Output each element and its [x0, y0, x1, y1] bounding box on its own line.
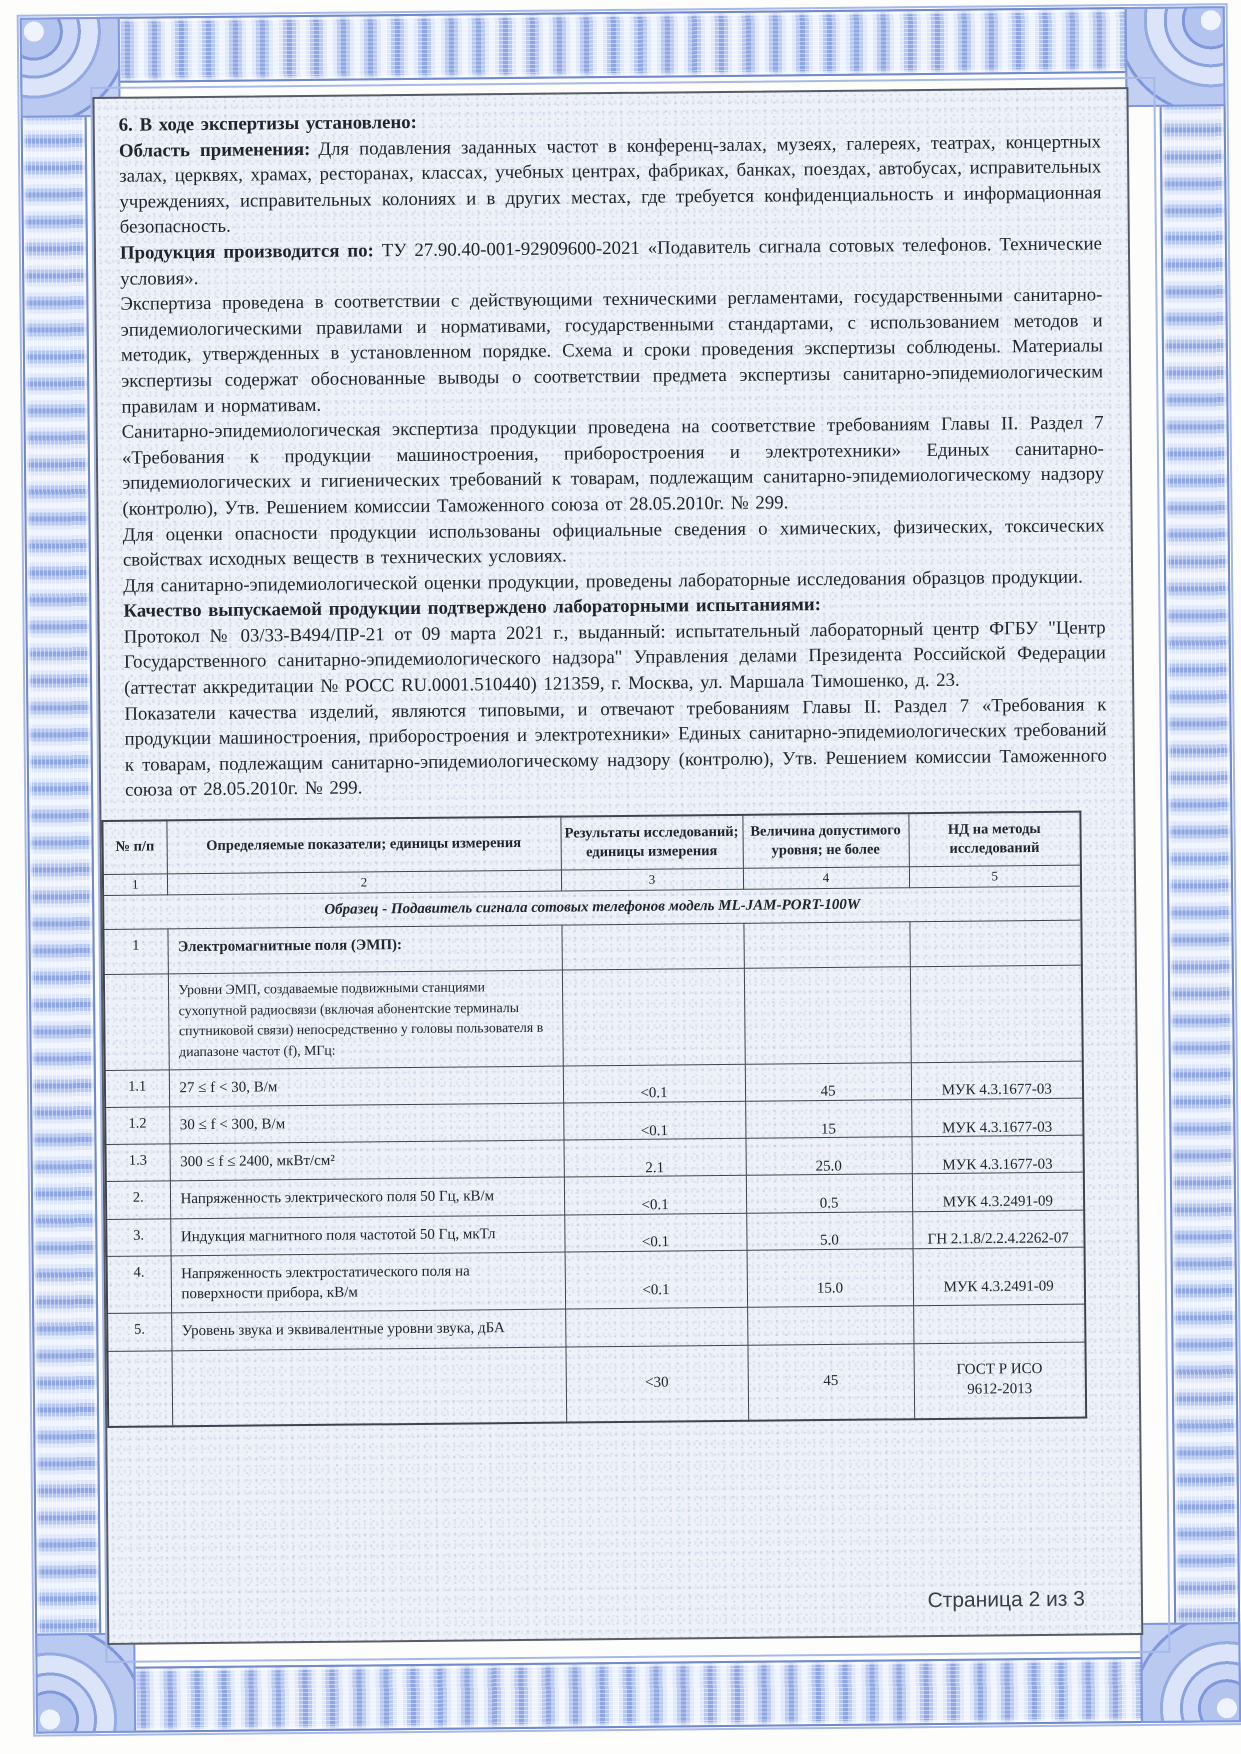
row-indicator: Уровень звука и эквивалентные уровни звука, дБА: [171, 1310, 565, 1351]
row-method: МУК 4.3.1677-03: [911, 1061, 1083, 1100]
guilloche-band-bottom: [36, 1656, 1241, 1734]
paragraph-lead: Область применения:: [118, 138, 311, 162]
col-header-limit: Величина допустимого уровня; не более: [742, 813, 909, 868]
col-header-method: НД на методы исследований: [908, 812, 1081, 867]
row-method: ГН 2.1.8/2.2.4.2262-07: [912, 1210, 1084, 1249]
col-number: 3: [561, 868, 743, 891]
row-limit: [747, 1306, 913, 1345]
sample-caption: Образец - Подавитель сигнала сотовых телефонов модель ML-JAM-PORT-100W: [103, 886, 1081, 929]
row-limit: 0.5: [746, 1174, 912, 1213]
paragraph-expertise-procedure: [120, 282, 1103, 419]
row-number: 1.2: [105, 1107, 169, 1145]
row-number: 5.: [107, 1313, 171, 1351]
col-header-result: Результаты исследований; единицы измерения: [560, 815, 743, 870]
col-header-indicator: Определяемые показатели; единицы измерения: [166, 817, 560, 874]
paragraph-text: ТУ 27.90.40-001-92909600-2021 «Подавитель сигнала сотовых телефонов. Технические условия».: [120, 233, 1103, 290]
section-heading: 6. В ходе экспертизы установлено:: [118, 111, 417, 136]
col-header-num: № п/п: [102, 820, 167, 874]
lab-results-table: [101, 811, 1087, 1428]
row-result: [565, 1308, 747, 1347]
paragraph-lead: Продукция производится по:: [119, 240, 374, 264]
paragraph-protocol: [124, 615, 1107, 701]
row-result: 2.1: [563, 1139, 745, 1178]
row-method: [913, 1305, 1085, 1344]
row-limit: [743, 921, 909, 968]
row-indicator: Напряженность электростатического поля на поверхности прибора, кВ/м: [171, 1252, 566, 1313]
row-method: [910, 965, 1083, 1062]
table-row: [107, 1247, 1086, 1314]
col-number: 4: [743, 866, 909, 889]
row-indicator: 300 ≤ f ≤ 2400, мкВт/см²: [170, 1140, 564, 1181]
row-indicator: 27 ≤ f < 30, В/м: [169, 1066, 563, 1107]
col-number: 2: [167, 870, 561, 895]
guilloche-band-top: [20, 6, 1226, 84]
row-indicator: Электромагнитные поля (ЭМП):: [167, 925, 561, 974]
row-limit: 25.0: [745, 1137, 911, 1176]
paragraph-text: Для подавления заданных частот в конференц-залах, музеях, галереях, театрах, концертных залах, церквях, храмах, ресторанах, классах, учебных центрах, фабриках, банках, поездах, автобусах, исправительных учреждениях, исправительных колониях и в других местах, где требуется конфиденциальность и информационная безопасность.: [119, 130, 1102, 239]
row-number: 1.1: [105, 1070, 169, 1108]
paragraph-lead: Качество выпускаемой продукции подтверждено лабораторными испытаниями:: [123, 594, 822, 623]
row-number: [107, 1351, 172, 1427]
row-result: [561, 923, 743, 970]
row-result: [562, 968, 745, 1065]
row-method: МУК 4.3.2491-09: [913, 1247, 1086, 1306]
col-number: 1: [103, 874, 167, 896]
paragraph-text: Показатели качества изделий, являются типовыми, и отвечают требованиям Главы II. Раздел 7 «Требования к продукции машиностроения, приборостроения и электротехники» Единых санитарно-эпидемиологических требований к товарам, подлежащим санитарно-эпидемиологическому надзору (контролю), Утв. Решением комиссии Таможенного союза от 28.05.2010г. № 299.: [124, 693, 1107, 802]
paragraph-expertise-compliance: [122, 410, 1105, 522]
paragraph-text: Санитарно-эпидемиологическая экспертиза продукции проведена на соответствие требованиям Главы II. Раздел 7 «Требования к продукции машиностроения, приборостроения и электротехники» Единых санитарно-эпидемиологических и гигиенических требований к товарам, подлежащим санитарно-эпидемиологическому надзору (контролю), Утв. Решением комиссии Таможенного союза от 28.05.2010г. № 299.: [121, 412, 1105, 520]
row-result: <0.1: [563, 1064, 745, 1103]
row-method: МУК 4.3.1677-03: [911, 1098, 1083, 1137]
row-limit: 45: [747, 1343, 914, 1420]
row-number: 3.: [106, 1219, 170, 1257]
row-indicator: [171, 1347, 566, 1426]
document-body: [92, 87, 1143, 1645]
col-number: 5: [909, 865, 1081, 888]
row-method: [909, 920, 1081, 967]
row-result: <0.1: [564, 1176, 746, 1215]
table-row: [104, 965, 1083, 1070]
row-limit: 5.0: [746, 1211, 912, 1250]
row-result: <0.1: [565, 1250, 748, 1309]
row-method: МУК 4.3.2491-09: [912, 1173, 1084, 1212]
paragraph-quality-indicators: [124, 692, 1107, 804]
row-number: 4.: [107, 1256, 172, 1314]
row-result: <0.1: [564, 1213, 746, 1252]
paragraph-text: Экспертиза проведена в соответствии с действующими техническими регламентами, государственными санитарно-эпидемиологическими правилами и нормативами, государственными стандартами, с использованием методов и методик, утвержденных в установленном порядке. Схема и сроки проведения экспертизы соблюдены. Материалы экспертизы содержат обоснованные выводы о соответствии предмета экспертизы санитарно-эпидемиологическим правилам и нормативам.: [120, 284, 1104, 418]
row-method: МУК 4.3.1677-03: [911, 1135, 1083, 1174]
row-indicator: Напряженность электрического поля 50 Гц, кВ/м: [170, 1178, 564, 1219]
row-indicator: 30 ≤ f < 300, В/м: [169, 1103, 563, 1144]
row-indicator: Уровни ЭМП, создаваемые подвижными станциями сухопутной радиосвязи (включая абонентские терминалы спутниковой связи) непосредственно у головы пользователя в диапазоне частот (f), МГц:: [168, 970, 563, 1070]
paragraph-application-scope: [119, 129, 1102, 241]
row-number: 2.: [106, 1181, 170, 1219]
table-header-row: [102, 812, 1080, 875]
paragraph-text: Протокол № 03/33-В494/ПР-21 от 09 марта 2021 г., выданный: испытательный лабораторный центр ФГБУ "Центр Государственного санитарно-эпидемиологического надзора" Управления делами Президента Российской Федерации (аттестат аккредитации № РОСС RU.0001.510440) 121359, г. Москва, ул. Маршала Тимошенко, д. 23.: [123, 617, 1106, 699]
row-result: <0.1: [563, 1101, 745, 1140]
row-number: 1: [103, 929, 167, 975]
paragraph-text: Для санитарно-эпидемиологической оценки продукции, проведены лабораторные исследования образцов продукции.: [123, 566, 1083, 597]
row-limit: 45: [745, 1062, 911, 1101]
page-number-label: Страница 2 из 3: [927, 1587, 1086, 1613]
paragraph-production-spec: [120, 231, 1102, 292]
paragraph-hazard-assessment: [123, 513, 1105, 574]
paragraph-text: Для оценки опасности продукции использованы официальные сведения о химических, физических, токсических свойствах исходных веществ в технических условиях.: [122, 514, 1105, 571]
row-limit: [744, 967, 911, 1064]
row-limit: 15.0: [747, 1249, 914, 1308]
table-row-value-spill: [107, 1342, 1086, 1427]
row-number: 1.3: [106, 1144, 170, 1182]
row-result: <30: [565, 1345, 748, 1422]
row-number: [104, 974, 169, 1070]
row-limit: 15: [745, 1100, 911, 1139]
row-indicator: Индукция магнитного поля частотой 50 Гц, мкТл: [170, 1215, 564, 1256]
row-method: ГОСТ Р ИСО 9612-2013: [913, 1342, 1086, 1419]
